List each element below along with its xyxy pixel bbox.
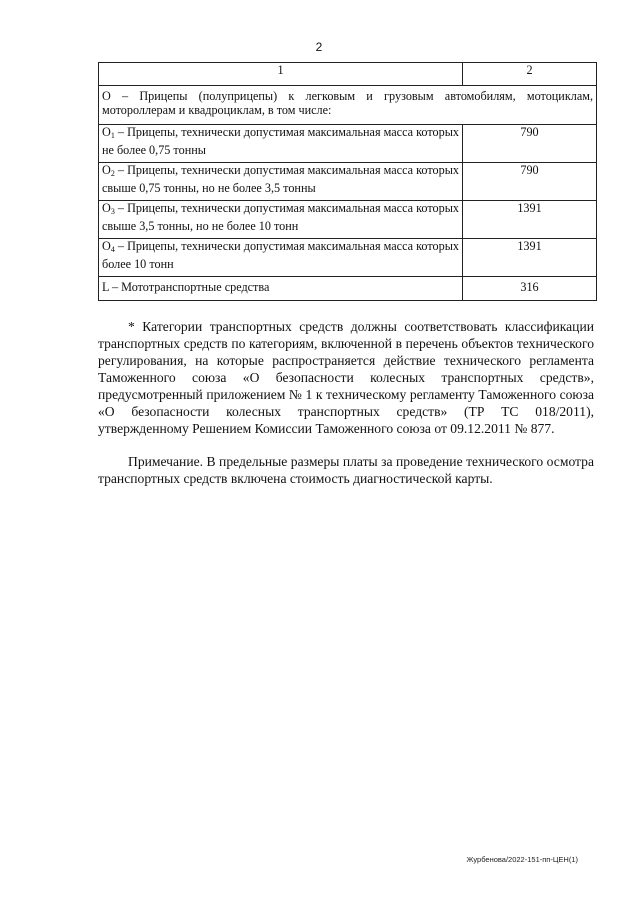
- fee-value: 1391: [463, 201, 597, 239]
- category-description: – Прицепы, технически допустимая максимальная масса которых свыше 3,5 тонны, но не более 10 тонн: [102, 201, 459, 233]
- category-description: – Прицепы, технически допустимая максимальная масса которых более 10 тонн: [102, 239, 459, 271]
- category-cell: [99, 125, 463, 163]
- category-subscript: 1: [110, 131, 115, 140]
- footnote: [98, 318, 594, 437]
- page-number: 2: [315, 40, 323, 54]
- table-row: [99, 163, 597, 201]
- category-description: – Прицепы, технически допустимая максимальная масса которых свыше 0,75 тонны, но не более 3,5 тонны: [102, 163, 459, 195]
- footnote-text: * Категории транспортных средств должны соответствовать классификации транспортных средств по категориям, включенной в перечень объектов технического регулирования, на которые распространяется действие технического регламента Таможенного союза «О безопасности колесных транспортных средств», предусмотренный приложением № 1 к техническому регламенту Таможенного союза «О безопасности колесных транспортных средств» (ТР ТС 018/2011), утвержденному Решением Комиссии Таможенного союза от 09.12.2011 № 877.: [98, 319, 594, 436]
- category-code: О: [102, 125, 111, 139]
- fee-value: 316: [463, 277, 597, 301]
- table-row: [99, 201, 597, 239]
- table-header-row: [99, 63, 597, 86]
- document-footer: Журбенова/2022-151-пп-ЦЕН(1): [466, 855, 578, 864]
- category-description: L – Мототранспортные средства: [99, 277, 463, 301]
- category-description: – Прицепы, технически допустимая максимальная масса которых не более 0,75 тонны: [102, 125, 459, 157]
- remark-text: Примечание. В предельные размеры платы за проведение технического осмотра транспортных средств включена стоимость диагностической карты.: [98, 454, 594, 486]
- category-subscript: 4: [110, 245, 115, 254]
- table-row: [99, 239, 597, 277]
- group-row-text: О – Прицепы (полуприцепы) к легковым и грузовым автомобилям, мотоциклам, мотороллерам и квадроциклам, в том числе:: [99, 86, 597, 125]
- fee-value: 1391: [463, 239, 597, 277]
- remark: [98, 453, 594, 487]
- category-cell: [99, 239, 463, 277]
- table-row: [99, 125, 597, 163]
- table-group-row: [99, 86, 597, 125]
- category-code: О: [102, 201, 111, 215]
- table-row: [99, 277, 597, 301]
- category-subscript: 3: [110, 207, 115, 216]
- fee-table: [98, 62, 597, 301]
- category-code: О: [102, 163, 111, 177]
- column-header-1: 1: [99, 63, 463, 86]
- category-cell: [99, 201, 463, 239]
- fee-value: 790: [463, 163, 597, 201]
- category-cell: [99, 163, 463, 201]
- category-code: О: [102, 239, 111, 253]
- fee-value: 790: [463, 125, 597, 163]
- column-header-2: 2: [463, 63, 597, 86]
- category-subscript: 2: [110, 169, 115, 178]
